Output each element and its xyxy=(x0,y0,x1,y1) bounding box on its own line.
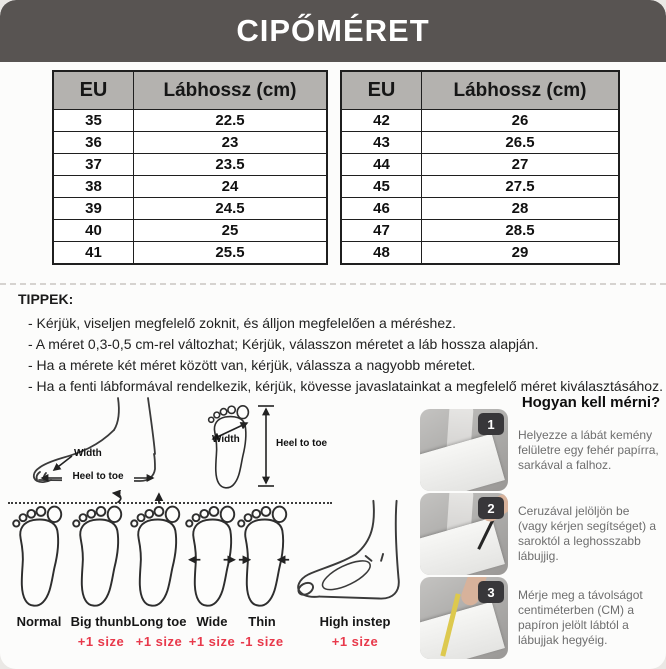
eu-size-cell: 35 xyxy=(53,110,134,132)
size-table-body xyxy=(53,110,327,265)
how-to-measure-section xyxy=(420,390,666,669)
size-table-body xyxy=(341,110,619,265)
how-to-step xyxy=(420,576,666,660)
tips-section xyxy=(18,291,663,397)
tip-item: - Kérjük, viseljen megfelelő zoknit, és álljon megfelelően a méréshez. xyxy=(28,315,456,331)
table-row xyxy=(53,220,327,242)
footprint-big-thumb-drawing xyxy=(70,490,128,614)
foot-type-name: Big thunb xyxy=(70,614,132,629)
step-photo xyxy=(420,409,508,491)
foot-length-cell: 24 xyxy=(134,176,328,198)
foot-type-label xyxy=(126,614,192,649)
table-row xyxy=(53,242,327,265)
eu-size-cell: 38 xyxy=(53,176,134,198)
foot-type-label xyxy=(8,614,70,634)
side-heel-to-toe-label: Heel to toe xyxy=(62,471,134,482)
dashed-divider xyxy=(0,283,666,285)
title-bar xyxy=(0,0,666,62)
footprint-long-toe-drawing xyxy=(128,490,186,614)
footprint-wide-drawing xyxy=(183,490,241,614)
table-row xyxy=(341,220,619,242)
foot-type-name: Wide xyxy=(196,614,228,629)
table-row xyxy=(341,242,619,265)
eu-size-cell: 44 xyxy=(341,154,422,176)
paper-illustration xyxy=(420,434,505,491)
top-width-label: Width xyxy=(212,434,240,445)
step-instruction-text: Mérje meg a távolságot centiméterben (CM) a papíron jelölt lábtól a lábujjak hegyéig. xyxy=(518,588,643,647)
size-table-eu-35-41 xyxy=(52,70,328,265)
foot-length-cell: 23 xyxy=(134,132,328,154)
table-row xyxy=(341,132,619,154)
foot-length-cell: 29 xyxy=(422,242,620,265)
foot-length-cell: 25 xyxy=(134,220,328,242)
how-to-measure-heading: Hogyan kell mérni? xyxy=(521,394,661,411)
foot-type-name: Long toe xyxy=(131,614,187,629)
foot-type-name: Normal xyxy=(16,614,62,629)
how-to-step xyxy=(420,492,666,576)
side-width-label: Width xyxy=(74,448,102,459)
paper-illustration xyxy=(420,602,505,659)
table-row xyxy=(53,132,327,154)
foot-type-size-adjustment: +1 size xyxy=(188,634,236,649)
eu-size-cell: 43 xyxy=(341,132,422,154)
step-photo xyxy=(420,493,508,575)
tips-list xyxy=(18,313,663,397)
eu-size-cell: 41 xyxy=(53,242,134,265)
foot-length-cell: 28.5 xyxy=(422,220,620,242)
foot-measure-illustration xyxy=(0,392,420,500)
foot-type-size-adjustment: -1 size xyxy=(240,634,284,649)
paper-illustration xyxy=(420,518,505,575)
foot-type-name: Thin xyxy=(248,614,276,629)
foot-type-name: High instep xyxy=(319,614,391,629)
column-header-eu: EU xyxy=(341,71,422,110)
footprint-top-view-drawing xyxy=(209,406,249,488)
eu-size-cell: 48 xyxy=(341,242,422,265)
step-number-badge: 3 xyxy=(478,581,504,603)
eu-size-cell: 37 xyxy=(53,154,134,176)
foot-length-cell: 28 xyxy=(422,198,620,220)
foot-type-label xyxy=(184,614,240,649)
eu-size-cell: 36 xyxy=(53,132,134,154)
foot-type-size-adjustment: +1 size xyxy=(331,634,379,649)
how-to-step xyxy=(420,408,666,492)
top-heel-to-toe-label: Heel to toe xyxy=(276,438,328,449)
foot-length-cell: 27.5 xyxy=(422,176,620,198)
table-row xyxy=(341,110,619,132)
foot-length-cell: 23.5 xyxy=(134,154,328,176)
tip-item: - Ha a fenti lábformával rendelkezik, kérjük, kövesse javaslatainkat a megfelelő méret kiválasztásához. xyxy=(28,378,663,394)
column-header-footlength: Lábhossz (cm) xyxy=(134,71,328,110)
step-number-badge: 1 xyxy=(478,413,504,435)
table-row xyxy=(53,176,327,198)
step-instruction-text: Ceruzával jelöljön be (vagy kérjen segítséget) a saroktól a leghosszabb lábujjig. xyxy=(518,504,657,563)
column-header-eu: EU xyxy=(53,71,134,110)
foot-length-cell: 22.5 xyxy=(134,110,328,132)
table-row xyxy=(53,110,327,132)
foot-type-label xyxy=(296,614,414,649)
eu-size-cell: 39 xyxy=(53,198,134,220)
foot-type-label xyxy=(234,614,290,649)
foot-length-cell: 26.5 xyxy=(422,132,620,154)
table-row xyxy=(341,176,619,198)
foot-high-instep-drawing xyxy=(292,498,420,612)
table-row xyxy=(53,198,327,220)
size-table-eu-42-48 xyxy=(340,70,620,265)
measuring-diagrams xyxy=(0,392,420,500)
footprint-thin-drawing xyxy=(235,490,293,614)
eu-size-cell: 40 xyxy=(53,220,134,242)
page-title: CIPŐMÉRET xyxy=(236,13,430,48)
foot-type-labels xyxy=(0,614,430,666)
foot-type-size-adjustment: +1 size xyxy=(77,634,125,649)
tip-item: - Ha a mérete két méret között van, kérjük, válassza a nagyobb méretet. xyxy=(28,357,476,373)
table-row xyxy=(341,198,619,220)
table-row xyxy=(53,154,327,176)
step-photo xyxy=(420,577,508,659)
eu-size-cell: 46 xyxy=(341,198,422,220)
step-number-badge: 2 xyxy=(478,497,504,519)
footprint-normal-drawing xyxy=(10,490,68,614)
foot-side-view-drawing xyxy=(34,398,155,482)
table-row xyxy=(341,154,619,176)
tips-heading: TIPPEK: xyxy=(18,291,74,307)
tip-item: - A méret 0,3-0,5 cm-rel változhat; Kérjük, válasszon méretet a láb hossza alapján. xyxy=(28,336,539,352)
top-heel-to-toe-ruler xyxy=(258,406,274,486)
eu-size-cell: 47 xyxy=(341,220,422,242)
eu-size-cell: 42 xyxy=(341,110,422,132)
foot-length-cell: 24.5 xyxy=(134,198,328,220)
column-header-footlength: Lábhossz (cm) xyxy=(422,71,620,110)
foot-length-cell: 25.5 xyxy=(134,242,328,265)
step-instruction-text: Helyezze a lábát kemény felületre egy fehér papírra, sarkával a falhoz. xyxy=(518,427,659,472)
foot-length-cell: 27 xyxy=(422,154,620,176)
foot-type-size-adjustment: +1 size xyxy=(135,634,183,649)
eu-size-cell: 45 xyxy=(341,176,422,198)
foot-length-cell: 26 xyxy=(422,110,620,132)
